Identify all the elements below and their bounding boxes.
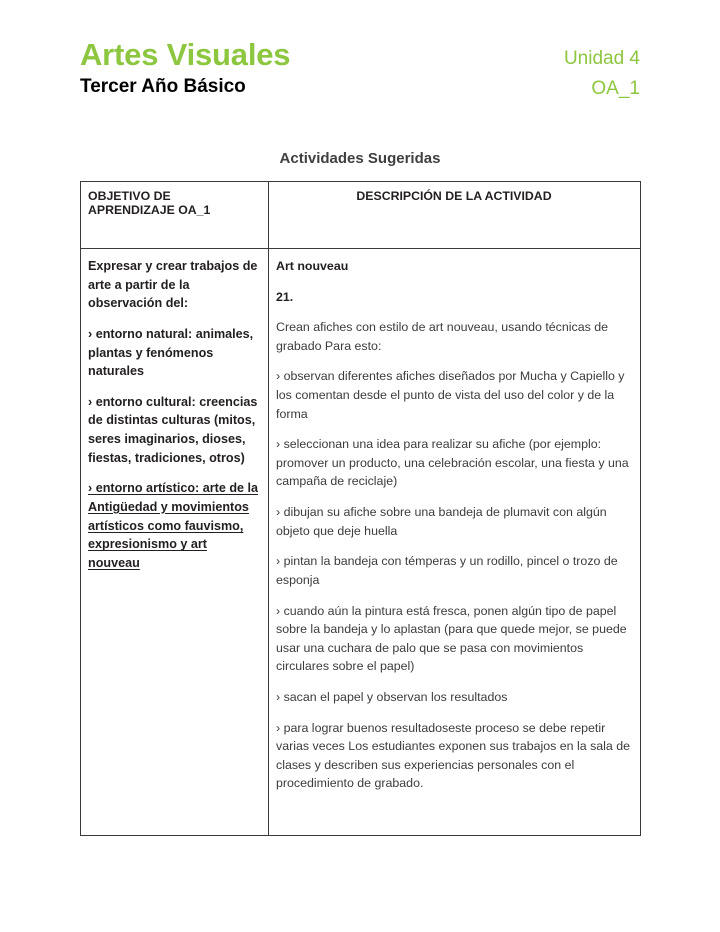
objective-item-artistico: › entorno artístico: arte de la Antigüedad y movimientos artísticos como fauvismo, expresionismo y art nouveau [88,481,259,570]
objective-item-natural: › entorno natural: animales, plantas y fenómenos naturales [88,326,254,379]
activity-step-2: › seleccionan una idea para realizar su afiche (por ejemplo: promover un producto, una celebración escolar, una fiesta y una campaña de reciclaje) [276,437,629,489]
header-right-group [564,38,640,101]
table-row [81,249,641,836]
column-header-objective: OBJETIVO DE APRENDIZAJE OA_1 [81,182,269,249]
objective-cell [81,249,269,836]
description-content [276,257,632,793]
column-header-description: DESCRIPCIÓN DE LA ACTIVIDAD [269,182,641,249]
activity-step-7: › para lograr buenos resultadoseste proceso se debe repetir varias veces Los estudiantes exponen sus trabajos en la sala de clases y describen sus experiencias personales con el procedimiento de grabado. [276,720,631,791]
activity-step-3: › dibujan su afiche sobre una bandeja de plumavit con algún objeto que deje huella [276,505,607,538]
activity-step-5: › cuando aún la pintura está fresca, ponen algún tipo de papel sobre la bandeja y lo aplastan (para que quede mejor, se puede usar una cuchara de palo que se pasa con movimientos circulares sobre el papel) [276,603,627,674]
grade-title: Tercer Año Básico [80,76,246,98]
activity-number: 21. [276,289,294,304]
activity-intro: Crean afiches con estilo de art nouveau, usando técnicas de grabado Para esto: [276,320,609,353]
objective-item-cultural: › entorno cultural: creencias de distintas culturas (mitos, seres imaginarios, dioses, fiestas, tradiciones, otros) [88,394,258,465]
table-header-row [81,182,641,249]
description-cell [269,249,641,836]
unit-label: Unidad 4 [563,48,640,69]
activity-step-4: › pintan la bandeja con témperas y un rodillo, pincel o trozo de esponja [276,554,618,587]
objective-content [88,257,260,572]
objective-intro: Expresar y crear trabajos de arte a partir de la observación del: [88,259,258,311]
section-title: Actividades Sugeridas [279,150,441,167]
activity-title: Art nouveau [276,259,349,273]
document-header [80,38,640,101]
activity-step-6: › sacan el papel y observan los resultados [276,689,508,704]
subject-title: Artes Visuales [80,37,291,72]
activities-table [80,181,641,836]
oa-code-label: OA_1 [591,77,640,99]
activity-step-1: › observan diferentes afiches diseñados por Mucha y Capiello y los comentan desde el punto de vista del uso del color y de la forma [276,369,625,421]
header-left-group [80,38,290,99]
